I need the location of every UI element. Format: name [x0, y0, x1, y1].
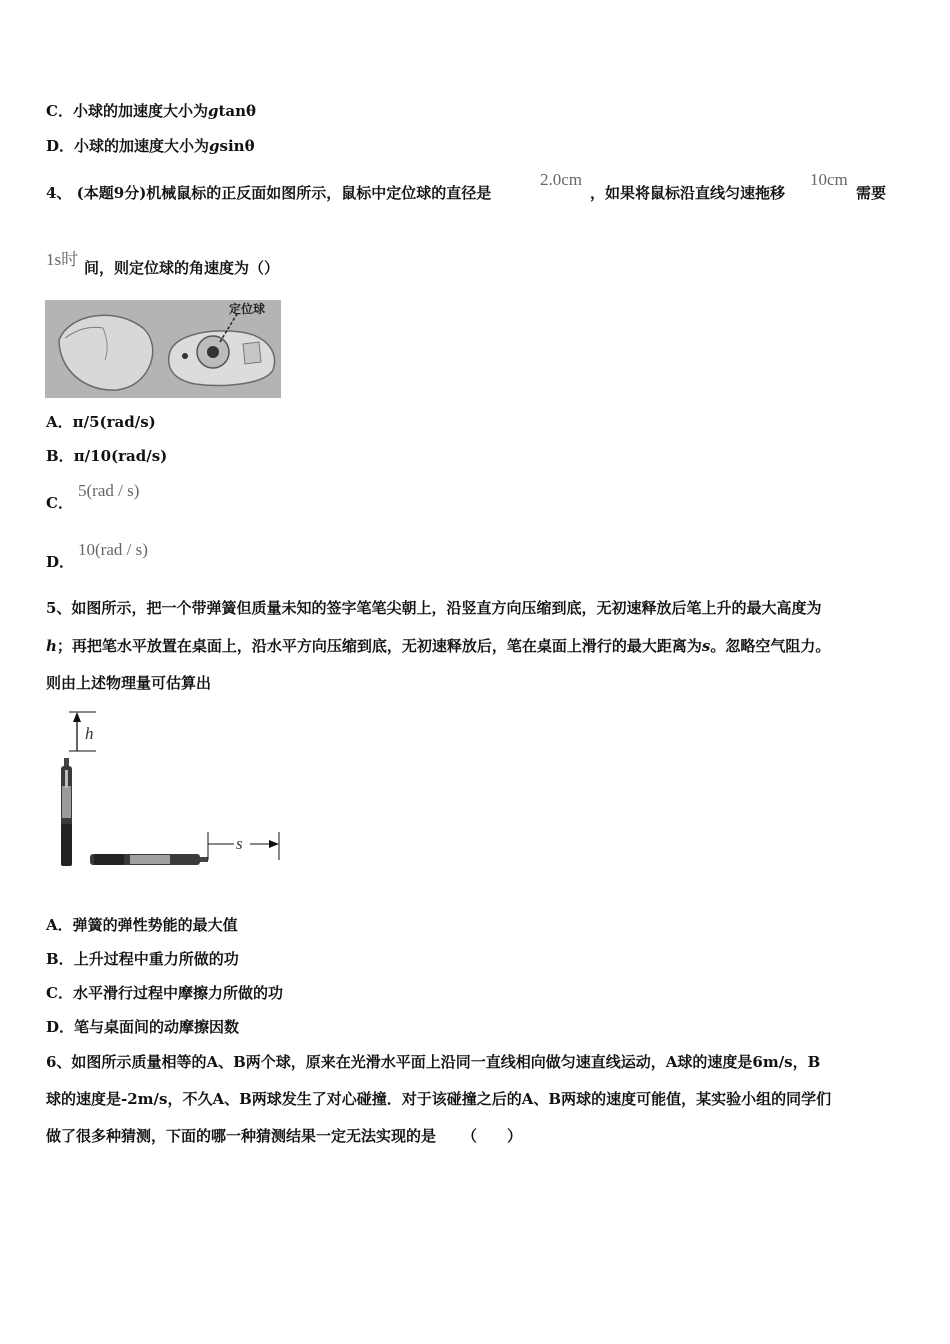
option-letter: B． [46, 447, 74, 465]
h-label: h [85, 724, 94, 743]
q6-stem-line3 [46, 1126, 522, 1146]
option-text: 上升过程中重力所做的功 [73, 950, 239, 968]
math-var: s [701, 637, 711, 655]
math-var: g [207, 102, 219, 120]
question-number: 4、 [46, 184, 72, 202]
q5-option-d [46, 1017, 239, 1037]
q5-option-b [46, 949, 239, 969]
answer-blank: （ ） [462, 1127, 523, 1145]
mouse-photo [45, 300, 281, 398]
q4-stem-line2: 间，则定位球的角速度为（） [84, 259, 280, 277]
q4-option-d [46, 552, 74, 572]
option-value: π/10(rad/s) [73, 447, 168, 465]
s-label: s [236, 834, 243, 853]
option-text: 小球的加速度大小为 [72, 102, 208, 120]
math-var: h [46, 637, 57, 655]
q3-option-d [46, 136, 255, 156]
q6-stem-line1: 6、如图所示质量相等的A、B两个球，原来在光滑水平面上沿同一直线相向做匀速直线运动，A球的速度是6m/s，B [46, 1053, 821, 1071]
q6-stem-line2: 球的速度是-2m/s，不久A、B两球发生了对心碰撞．对于该碰撞之后的A、B两球的速度可能值，某实验小组的同学们 [46, 1090, 832, 1108]
q5-option-c [46, 983, 283, 1003]
option-text: 弹簧的弹性势能的最大值 [72, 916, 238, 934]
q4-option-c [46, 493, 73, 513]
option-text: 水平滑行过程中摩擦力所做的功 [72, 984, 283, 1002]
q5-option-a [46, 915, 238, 935]
q4-stem-text3: 需要 [856, 184, 887, 202]
q4-stem-text2: ，如果将鼠标沿直线匀速拖移 [590, 184, 786, 202]
option-value: π/5(rad/s) [72, 413, 156, 431]
option-letter: D． [46, 137, 75, 155]
math-fn: tanθ [218, 102, 257, 120]
option-letter: B． [46, 950, 74, 968]
q4-time: 1s时 [46, 250, 79, 269]
math-fn: sinθ [219, 137, 255, 155]
q4-distance: 10cm [810, 170, 848, 189]
q4-option-c-value: 5(rad / s) [78, 481, 140, 500]
stem-text: ；再把笔水平放置在桌面上，沿水平方向压缩到底，无初速释放后，笔在桌面上滑行的最大距离为 [56, 637, 702, 655]
option-letter: D． [46, 553, 75, 571]
option-letter: A． [46, 916, 73, 934]
option-text: 小球的加速度大小为 [74, 137, 210, 155]
option-letter: A． [46, 413, 73, 431]
option-letter: D． [46, 1018, 75, 1036]
q4-option-d-value: 10(rad / s) [78, 540, 148, 559]
q3-option-c [46, 101, 256, 121]
figure-label: 定位球 [229, 302, 266, 316]
stem-text: 做了很多种猜测，下面的哪一种猜测结果一定无法实现的是 [46, 1127, 437, 1145]
q5-stem-line1: 5、如图所示，把一个带弹簧但质量未知的签字笔笔尖朝上，沿竖直方向压缩到底，无初速释放后笔上升的最大高度为 [46, 599, 822, 617]
q5-stem-line2 [46, 636, 830, 656]
option-text: 笔与桌面间的动摩擦因数 [74, 1018, 240, 1036]
option-letter: C． [46, 984, 73, 1002]
option-letter: C． [46, 494, 73, 512]
pen-figure [50, 706, 290, 878]
option-letter: C． [46, 102, 73, 120]
math-var: g [209, 137, 220, 155]
stem-text: (本题9分)机械鼠标的正反面如图所示，鼠标中定位球的直径是 [76, 184, 492, 202]
q4-stem-line1 [46, 183, 491, 203]
q4-option-b [46, 446, 167, 466]
q4-option-a [46, 412, 156, 432]
q4-diameter: 2.0cm [540, 170, 583, 189]
q5-stem-line3: 则由上述物理量可估算出 [46, 674, 212, 692]
stem-text: 。忽略空气阻力。 [710, 637, 831, 655]
